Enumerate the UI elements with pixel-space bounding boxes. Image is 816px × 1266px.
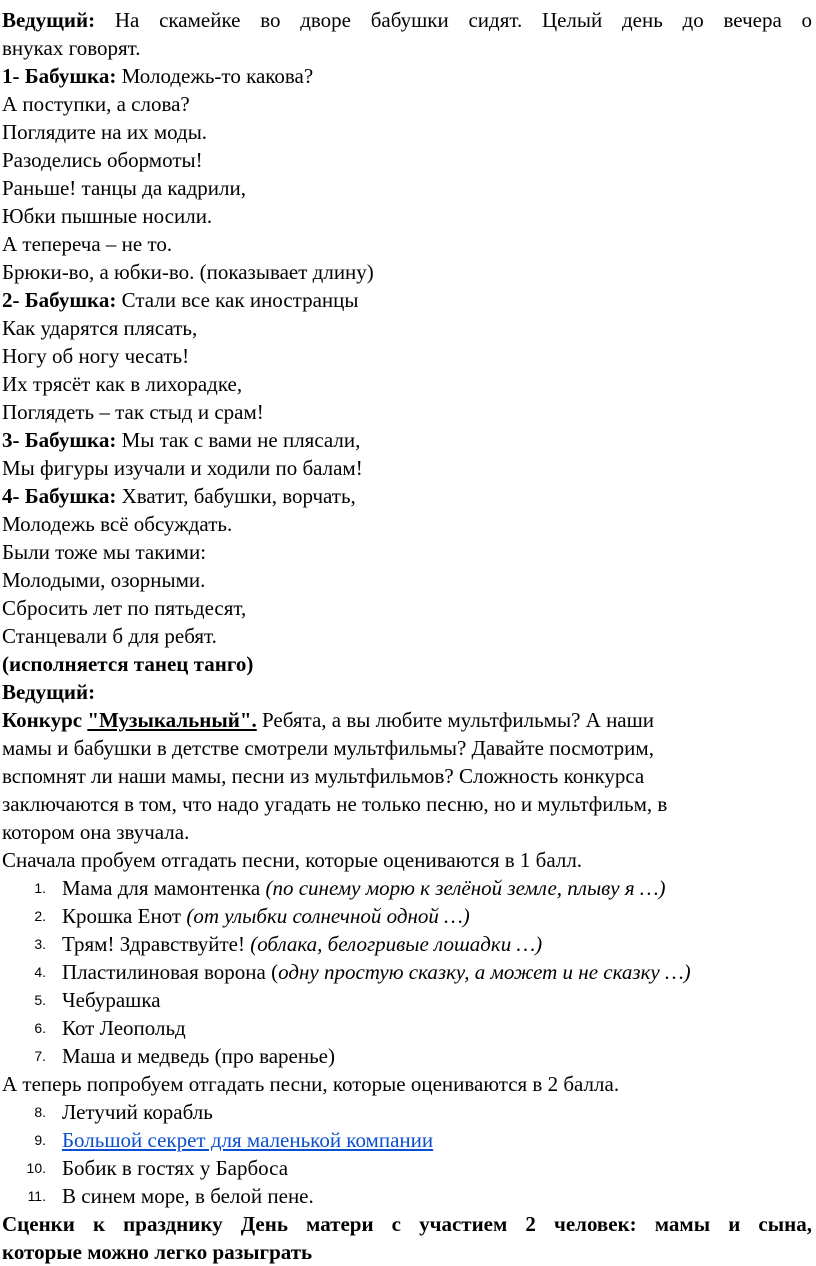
list-item: 7. Маша и медведь (про варенье) <box>0 1042 816 1070</box>
song-link[interactable]: Большой секрет для маленькой компании <box>62 1128 434 1152</box>
contest-label: Конкурс <box>2 708 88 732</box>
list-number: 5. <box>34 992 46 1008</box>
verse2-line: Их трясёт как в лихорадке, <box>2 372 243 396</box>
verse4-line: Сбросить лет по пятьдесят, <box>2 596 247 620</box>
list-item: 6. Кот Леопольд <box>0 1014 816 1042</box>
speaker-grandma-1: 1- Бабушка: <box>2 64 117 88</box>
dance-note: (исполняется танец танго) <box>2 652 254 676</box>
list-number: 2. <box>34 908 46 924</box>
list-item: 4. Пластилиновая ворона (одну простую сказку, а может и не сказку …) <box>0 958 816 986</box>
list-item: 2. Крошка Енот (от улыбки солнечной одной …) <box>0 902 816 930</box>
verse1-line: Брюки-во, а юбки-во. (показывает длину) <box>2 260 374 284</box>
list-item: 11. В синем море, в белой пене. <box>0 1182 816 1210</box>
contest-line-1: Конкурс "Музыкальный". Ребята, а вы любите мультфильмы? А наши <box>2 708 655 732</box>
song-hint: (по синему морю к зелёной земле, плыву я …) <box>265 876 666 900</box>
verse1-line: Раньше! танцы да кадрили, <box>2 176 246 200</box>
speaker-grandma-3: 3- Бабушка: <box>2 428 117 452</box>
speaker-grandma-4: 4- Бабушка: <box>2 484 117 508</box>
verse2-line: Ногу об ногу чесать! <box>2 344 190 368</box>
verse4-line: Молодыми, озорными. <box>2 568 206 592</box>
intro-line-1: Ведущий: На скамейке во дворе бабушки сидят. Целый день до вечера о <box>2 8 813 32</box>
intro-line-2: внуках говорят. <box>2 36 141 60</box>
verse1-line: Юбки пышные носили. <box>2 204 213 228</box>
contest-line: мамы и бабушки в детстве смотрели мультфильмы? Давайте посмотрим, <box>2 736 654 760</box>
verse3-line: Мы фигуры изучали и ходили по балам! <box>2 456 363 480</box>
speaker-grandma-2: 2- Бабушка: <box>2 288 117 312</box>
song-hint: одну простую сказку, а может и не сказку …) <box>278 960 691 984</box>
verse1-line: Поглядите на их моды. <box>2 120 208 144</box>
scenes-heading-line-1: Сценки к празднику День матери с участием 2 человек: мамы и сына, <box>2 1212 812 1236</box>
list-number: 6. <box>34 1020 46 1036</box>
verse2-line: Поглядеть – так стыд и срам! <box>2 400 264 424</box>
contest-name: "Музыкальный". <box>87 708 257 732</box>
list-number: 4. <box>34 964 46 980</box>
list-number: 7. <box>34 1048 46 1064</box>
verse1-line: А поступки, а слова? <box>2 92 190 116</box>
list-item <box>0 1126 816 1154</box>
contest-line: заключаются в том, что надо угадать не только песню, но и мультфильм, в <box>2 792 668 816</box>
verse4-line: Станцевали б для ребят. <box>2 624 217 648</box>
speaker-host: Ведущий: <box>2 8 96 32</box>
list-item: 1. Мама для мамонтенка (по синему морю к зелёной земле, плыву я …) <box>0 874 816 902</box>
song-hint: (облака, белогривые лошадки …) <box>250 932 543 956</box>
list-number: 11. <box>27 1188 46 1204</box>
contest-line: котором она звучала. <box>2 820 190 844</box>
verse1-line-1: 1- Бабушка: Молодежь-то какова? <box>2 64 314 88</box>
list-number: 1. <box>34 880 46 896</box>
verse2-line: Как ударятся плясать, <box>2 316 198 340</box>
verse4-line: Были тоже мы такими: <box>2 540 207 564</box>
list-item: 10. Бобик в гостях у Барбоса <box>0 1154 816 1182</box>
list-item: 5. Чебурашка <box>0 986 816 1014</box>
list-number: 9. <box>34 1132 46 1148</box>
list-number: 8. <box>34 1104 46 1120</box>
verse2-line-1: 2- Бабушка: Стали все как иностранцы <box>2 288 359 312</box>
round2-intro: А теперь попробуем отгадать песни, которые оцениваются в 2 балла. <box>2 1072 620 1096</box>
list-item: 8. Летучий корабль <box>0 1098 816 1126</box>
list-number: 10. <box>26 1160 46 1176</box>
host-heading: Ведущий: <box>2 680 96 704</box>
verse1-line: Разоделись обормоты! <box>2 148 203 172</box>
contest-line: вспомнят ли наши мамы, песни из мультфильмов? Сложность конкурса <box>2 764 645 788</box>
verse1-line: А тепереча – не то. <box>2 232 173 256</box>
verse4-line: Молодежь всё обсуждать. <box>2 512 233 536</box>
scenes-heading-line-2: которые можно легко разыграть <box>2 1240 313 1264</box>
round1-intro: Сначала пробуем отгадать песни, которые оцениваются в 1 балл. <box>2 848 583 872</box>
list-number: 3. <box>34 936 46 952</box>
verse3-line-1: 3- Бабушка: Мы так с вами не плясали, <box>2 428 361 452</box>
song-hint: (от улыбки солнечной одной …) <box>186 904 470 928</box>
list-item: 3. Трям! Здравствуйте! (облака, белогривые лошадки …) <box>0 930 816 958</box>
verse4-line-1: 4- Бабушка: Хватит, бабушки, ворчать, <box>2 484 356 508</box>
